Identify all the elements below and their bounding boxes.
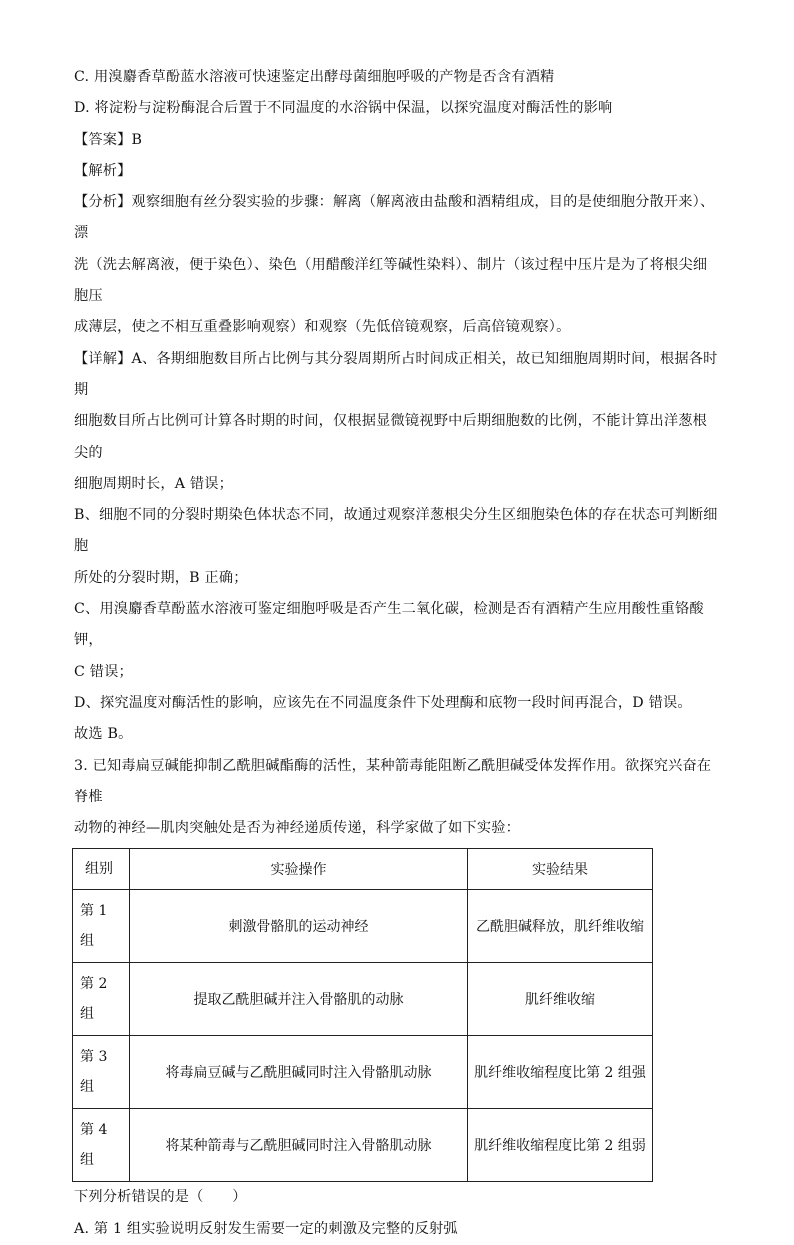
table-header-row bbox=[73, 849, 653, 890]
experiment-table bbox=[72, 848, 653, 1182]
table-row bbox=[73, 1036, 653, 1109]
detail-line-9: 故选 B。 bbox=[74, 726, 133, 743]
result-cell: 肌纤维收缩程度比第 2 组弱 bbox=[468, 1109, 653, 1182]
group-label-a: 第 4 bbox=[80, 1122, 108, 1139]
operation-cell: 将某种箭毒与乙酰胆碱同时注入骨骼肌动脉 bbox=[130, 1109, 468, 1182]
group-label-a: 第 3 bbox=[80, 1049, 108, 1066]
document-page bbox=[74, 62, 720, 1245]
detail-line-3: 细胞周期时长，A 错误； bbox=[74, 475, 234, 492]
detail-line-6: C、用溴麝香草酚蓝水溶液可鉴定细胞呼吸是否产生二氧化碳，检测是否有酒精产生应用酸性重铬酸钾， bbox=[74, 601, 704, 649]
result-cell: 肌纤维收缩程度比第 2 组强 bbox=[468, 1036, 653, 1109]
option-d-prev: D. 将淀粉与淀粉酶混合后置于不同温度的水浴锅中保温，以探究温度对酶活性的影响 bbox=[74, 100, 613, 117]
group-cell bbox=[73, 963, 130, 1036]
detail-line-2: 细胞数目所占比例可计算各时期的时间，仅根据显微镜视野中后期细胞数的比例，不能计算出洋葱根尖的 bbox=[74, 413, 708, 461]
group-cell bbox=[73, 1109, 130, 1182]
group-label-a: 第 2 bbox=[80, 976, 108, 993]
question3-prompt: 下列分析错误的是（ ） bbox=[74, 1189, 247, 1206]
group-label-b: 组 bbox=[80, 1079, 94, 1096]
table-row bbox=[73, 1109, 653, 1182]
detail-line-5: 所处的分裂时期，B 正确； bbox=[74, 569, 248, 586]
detail-line-7: C 错误； bbox=[74, 663, 133, 680]
group-cell bbox=[73, 890, 130, 963]
operation-cell: 将毒扁豆碱与乙酰胆碱同时注入骨骼肌动脉 bbox=[130, 1036, 468, 1109]
group-label-b: 组 bbox=[80, 1006, 94, 1023]
result-cell: 肌纤维收缩 bbox=[468, 963, 653, 1036]
option-c-prev: C. 用溴麝香草酚蓝水溶液可快速鉴定出酵母菌细胞呼吸的产物是否含有酒精 bbox=[74, 69, 555, 85]
analysis-line-3: 成薄层，使之不相互重叠影响观察）和观察（先低倍镜观察，后高倍镜观察）。 bbox=[74, 319, 571, 336]
operation-cell: 刺激骨骼肌的运动神经 bbox=[130, 890, 468, 963]
question3-option-a: A. 第 1 组实验说明反射发生需要一定的刺激及完整的反射弧 bbox=[74, 1220, 458, 1237]
header-result: 实验结果 bbox=[468, 849, 653, 890]
group-label-b: 组 bbox=[80, 933, 94, 950]
group-cell bbox=[73, 1036, 130, 1109]
table-row bbox=[73, 890, 653, 963]
analysis-title: 【解析】 bbox=[74, 162, 132, 179]
group-label-a: 第 1 bbox=[80, 903, 108, 920]
question3-stem-line-1: 3. 已知毒扁豆碱能抑制乙酰胆碱酯酶的活性，某种箭毒能阻断乙酰胆碱受体发挥作用。欲探究兴奋在脊椎 bbox=[74, 757, 712, 805]
table-row bbox=[73, 963, 653, 1036]
header-group: 组别 bbox=[73, 849, 130, 890]
detail-line-1: 【详解】A、各期细胞数目所占比例与其分裂周期所占时间成正相关，故已知细胞周期时间，根据各时期 bbox=[74, 350, 718, 398]
analysis-line-2: 洗（洗去解离液，便于染色）、染色（用醋酸洋红等碱性染料）、制片（该过程中压片是为了将根尖细胞压 bbox=[74, 256, 708, 305]
question3-stem-line-2: 动物的神经—肌肉突触处是否为神经递质传递，科学家做了如下实验： bbox=[74, 820, 521, 837]
detail-line-8: D、探究温度对酶活性的影响，应该先在不同温度条件下处理酶和底物一段时间再混合，D 错误。 bbox=[74, 694, 692, 711]
operation-cell: 提取乙酰胆碱并注入骨骼肌的动脉 bbox=[130, 963, 468, 1036]
header-operation: 实验操作 bbox=[130, 849, 468, 890]
analysis-line-1: 【分析】观察细胞有丝分裂实验的步骤：解离（解离液由盐酸和酒精组成，目的是使细胞分散开来）、漂 bbox=[74, 194, 715, 242]
detail-line-4: B、细胞不同的分裂时期染色体状态不同，故通过观察洋葱根尖分生区细胞染色体的存在状态可判断细胞 bbox=[74, 507, 718, 555]
answer-line: 【答案】B bbox=[74, 131, 143, 148]
group-label-b: 组 bbox=[80, 1152, 94, 1169]
result-cell: 乙酰胆碱释放，肌纤维收缩 bbox=[468, 890, 653, 963]
